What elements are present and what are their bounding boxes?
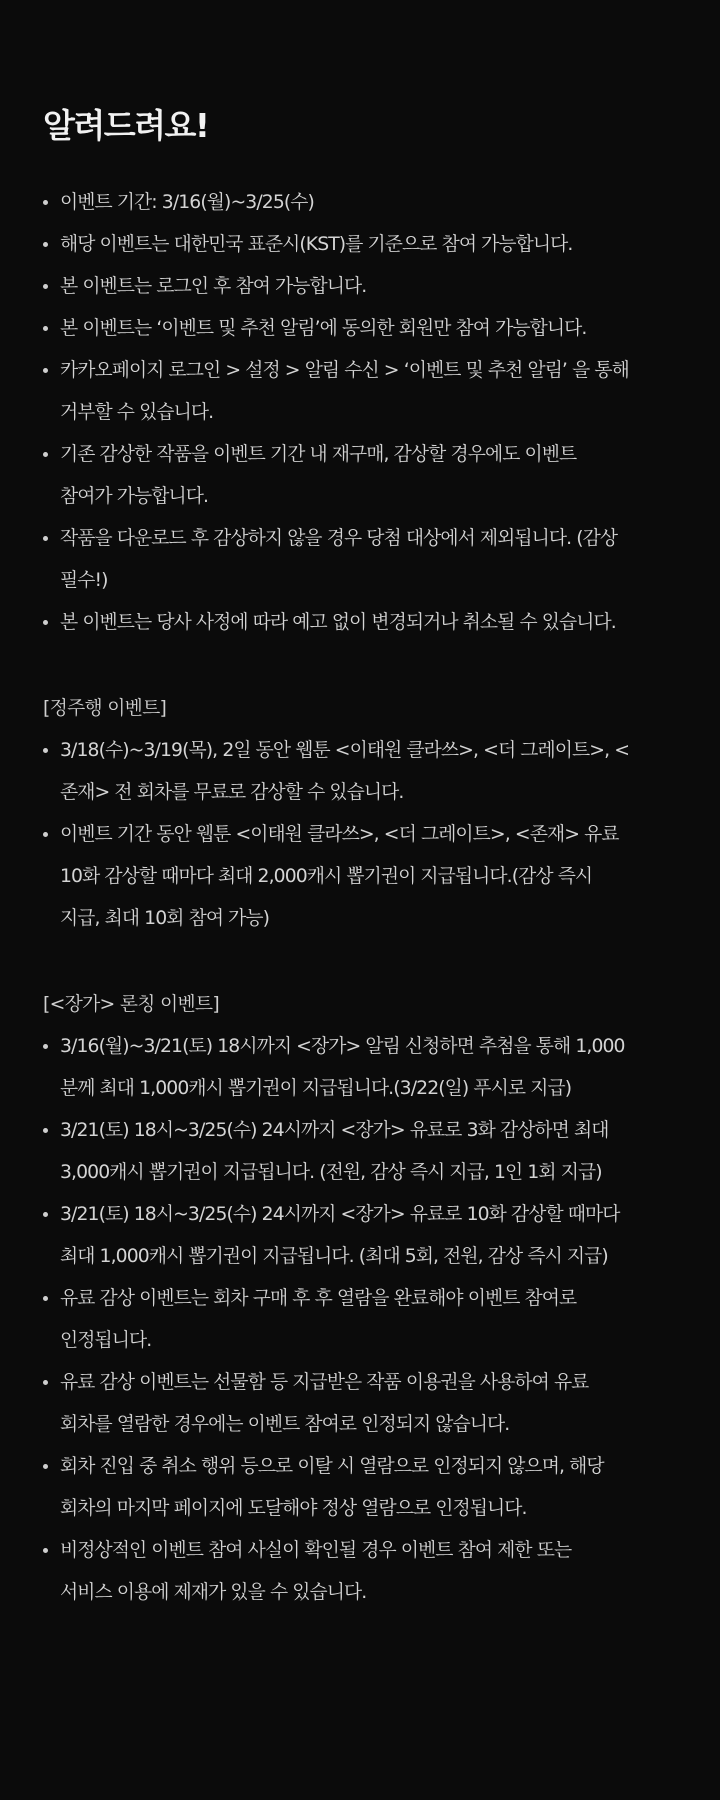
- free-reading-event-section: [43, 688, 720, 940]
- notice-line: 작품을 다운로드 후 감상하지 않을 경우 당첨 대상에서 제외됩니다. (감상: [60, 528, 618, 549]
- launch-event-list: [43, 1026, 720, 1614]
- notice-line: 유료 감상 이벤트는 선물함 등 지급받은 작품 이용권을 사용하여 유료: [60, 1372, 589, 1393]
- notice-line: 최대 1,000캐시 뽑기권이 지급됩니다. (최대 5회, 전원, 감상 즉시 지급): [60, 1246, 608, 1267]
- notice-line: 회차를 열람한 경우에는 이벤트 참여로 인정되지 않습니다.: [60, 1414, 510, 1435]
- notice-line: 필수!): [60, 570, 108, 591]
- notice-item: [43, 266, 720, 308]
- notice-line: 3,000캐시 뽑기권이 지급됩니다. (전원, 감상 즉시 지급, 1인 1회 지급): [60, 1162, 602, 1183]
- notice-line: 거부할 수 있습니다.: [60, 402, 214, 423]
- general-notes-list: [43, 182, 720, 644]
- notice-line: 3/21(토) 18시~3/25(수) 24시까지 <장가> 유료로 10화 감상할 때마다: [60, 1204, 620, 1225]
- notice-item: [43, 308, 720, 350]
- notice-item: [43, 730, 720, 814]
- notice-line: 3/18(수)~3/19(목), 2일 동안 웹툰 <이태원 클라쓰>, <더 그레이트>, <: [60, 740, 630, 761]
- notice-line: 회차의 마지막 페이지에 도달해야 정상 열람으로 인정됩니다.: [60, 1498, 527, 1519]
- notice-item: [43, 1530, 720, 1614]
- notice-line: 본 이벤트는 로그인 후 참여 가능합니다.: [60, 276, 367, 297]
- notice-item: [43, 1026, 720, 1110]
- notice-line: 이벤트 기간 동안 웹툰 <이태원 클라쓰>, <더 그레이트>, <존재> 유료: [60, 824, 619, 845]
- notice-line: 유료 감상 이벤트는 회차 구매 후 후 열람을 완료해야 이벤트 참여로: [60, 1288, 577, 1309]
- notice-line: 해당 이벤트는 대한민국 표준시(KST)를 기준으로 참여 가능합니다.: [60, 234, 573, 255]
- notice-line: 3/21(토) 18시~3/25(수) 24시까지 <장가> 유료로 3화 감상하면 최대: [60, 1120, 609, 1141]
- notice-line: 3/16(월)~3/21(토) 18시까지 <장가> 알림 신청하면 추첨을 통해 1,000: [60, 1036, 625, 1057]
- notice-item: [43, 182, 720, 224]
- notice-item: [43, 1362, 720, 1446]
- notice-line: 회차 진입 중 취소 행위 등으로 이탈 시 열람으로 인정되지 않으며, 해당: [60, 1456, 604, 1477]
- notice-item: [43, 224, 720, 266]
- notice-line: 카카오페이지 로그인 > 설정 > 알림 수신 > ‘이벤트 및 추천 알림’ 을 통해: [60, 360, 629, 381]
- notice-item: [43, 1446, 720, 1530]
- launch-event-section: [43, 984, 720, 1614]
- notice-line: 참여가 가능합니다.: [60, 486, 209, 507]
- notice-item: [43, 434, 720, 518]
- launch-event-heading: [<장가> 론칭 이벤트]: [43, 994, 219, 1015]
- free-reading-event-heading: [정주행 이벤트]: [43, 698, 167, 719]
- notice-line: 서비스 이용에 제재가 있을 수 있습니다.: [60, 1582, 367, 1603]
- notice-line: 기존 감상한 작품을 이벤트 기간 내 재구매, 감상할 경우에도 이벤트: [60, 444, 577, 465]
- notice-item: [43, 1194, 720, 1278]
- notice-line: 10화 감상할 때마다 최대 2,000캐시 뽑기권이 지급됩니다.(감상 즉시: [60, 866, 593, 887]
- notice-item: [43, 1110, 720, 1194]
- notice-item: [43, 350, 720, 434]
- notice-line: 존재> 전 회차를 무료로 감상할 수 있습니다.: [60, 782, 404, 803]
- free-reading-event-list: [43, 730, 720, 940]
- general-notes-section: [43, 182, 720, 644]
- notice-line: 분께 최대 1,000캐시 뽑기권이 지급됩니다.(3/22(일) 푸시로 지급): [60, 1078, 572, 1099]
- page-title: 알려드려요!: [43, 106, 209, 145]
- notice-item: [43, 518, 720, 602]
- notice-line: 인정됩니다.: [60, 1330, 152, 1351]
- notice-line: 본 이벤트는 당사 사정에 따라 예고 없이 변경되거나 취소될 수 있습니다.: [60, 612, 616, 633]
- notice-line: 본 이벤트는 ‘이벤트 및 추천 알림’에 동의한 회원만 참여 가능합니다.: [60, 318, 587, 339]
- notice-line: 지급, 최대 10회 참여 가능): [60, 908, 270, 929]
- notice-item: [43, 814, 720, 940]
- notice-item: [43, 602, 720, 644]
- notice-line: 이벤트 기간: 3/16(월)~3/25(수): [60, 192, 314, 213]
- notice-item: [43, 1278, 720, 1362]
- notice-line: 비정상적인 이벤트 참여 사실이 확인될 경우 이벤트 참여 제한 또는: [60, 1540, 572, 1561]
